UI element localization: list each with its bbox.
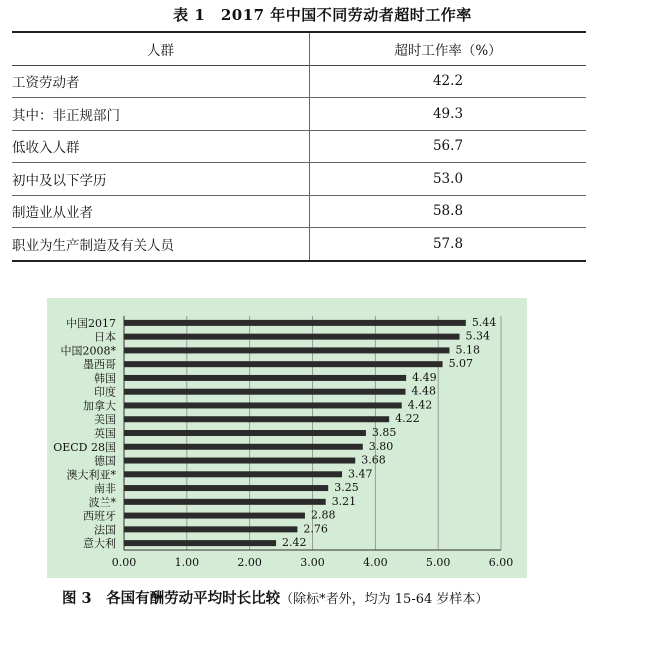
- row-value: 49.3: [432, 105, 464, 122]
- data-label: 2.76: [303, 522, 328, 536]
- bar: [124, 513, 305, 519]
- row-label: 职业为生产制造及有关人员: [12, 228, 310, 261]
- x-tick-label: 4.00: [363, 556, 388, 569]
- table-row: [12, 130, 586, 163]
- data-label: 3.21: [331, 494, 357, 508]
- x-tick-label: 3.00: [300, 556, 325, 569]
- bar: [124, 334, 460, 340]
- data-label: 2.42: [282, 536, 307, 550]
- bar: [124, 416, 389, 422]
- bar: [124, 540, 276, 546]
- category-label: 印度: [94, 385, 116, 399]
- category-label: 意大利: [83, 537, 116, 551]
- bar: [124, 458, 355, 464]
- bar: [124, 347, 449, 353]
- row-value: 42.2: [432, 73, 464, 90]
- category-label: 南非: [94, 482, 116, 496]
- figure-title: 图 3 各国有酬劳动平均时长比较: [62, 590, 281, 607]
- data-label: 4.49: [412, 370, 437, 384]
- data-label: 3.80: [368, 439, 394, 453]
- category-label: 日本: [94, 330, 116, 344]
- bar: [124, 526, 297, 532]
- x-tick-label: 6.00: [488, 556, 514, 569]
- row-label: 低收入人群: [12, 130, 310, 163]
- bar: [124, 389, 405, 395]
- category-label: 韩国: [94, 371, 116, 385]
- bar-chart-svg: [47, 298, 527, 578]
- data-label: 3.47: [348, 467, 373, 481]
- data-label: 2.88: [310, 508, 336, 522]
- bar: [124, 499, 326, 505]
- category-label: 澳大利亚*: [66, 468, 116, 482]
- bar: [124, 320, 466, 326]
- table-row: [12, 228, 586, 261]
- data-label: 5.44: [471, 315, 497, 329]
- data-label: 5.18: [455, 343, 480, 357]
- table-title: 表 1 2017 年中国不同劳动者超时工作率: [173, 6, 472, 24]
- bar: [124, 402, 402, 408]
- header-group: 人群: [12, 32, 310, 65]
- data-label: 3.85: [371, 426, 397, 439]
- data-label: 4.22: [395, 412, 420, 426]
- bar-chart: [47, 298, 527, 578]
- category-label: 西班牙: [83, 509, 116, 523]
- table-row: [12, 98, 586, 131]
- row-value: 53.0: [432, 170, 464, 187]
- category-label: 美国: [94, 413, 116, 427]
- table-row: [12, 163, 586, 196]
- data-label: 3.25: [334, 481, 359, 495]
- figure-caption: [62, 587, 488, 608]
- category-label: OECD 28国: [53, 440, 116, 454]
- figure-note: （除标*者外，均为 15-64 岁样本）: [280, 592, 489, 607]
- category-label: 法国: [94, 523, 116, 537]
- x-tick-label: 2.00: [237, 556, 262, 569]
- x-tick-label: 0.00: [111, 556, 137, 569]
- overtime-table: [12, 31, 586, 262]
- row-value: 57.8: [432, 235, 464, 252]
- x-tick-label: 1.00: [174, 556, 200, 569]
- category-label: 波兰*: [88, 495, 116, 509]
- bar: [124, 361, 443, 367]
- category-label: 中国2017: [66, 316, 116, 330]
- category-label: 德国: [94, 454, 116, 468]
- row-label: 制造业从业者: [12, 195, 310, 228]
- bar: [124, 485, 328, 491]
- x-tick-label: 5.00: [425, 556, 451, 569]
- data-label: 5.07: [448, 357, 474, 371]
- bar: [124, 444, 363, 450]
- row-label: 工资劳动者: [12, 65, 310, 98]
- category-label: 英国: [94, 427, 116, 440]
- row-value: 56.7: [432, 138, 464, 155]
- category-label: 加拿大: [83, 399, 116, 413]
- table-row: [12, 195, 586, 228]
- table-header-row: [12, 32, 586, 65]
- row-label: 其中：非正规部门: [12, 98, 310, 131]
- data-label: 4.48: [411, 384, 436, 398]
- bar: [124, 430, 366, 436]
- data-label: 5.34: [465, 329, 491, 343]
- data-label: 4.42: [407, 398, 433, 412]
- row-label: 初中及以下学历: [12, 163, 310, 196]
- category-label: 中国2008*: [60, 344, 116, 358]
- bar: [124, 375, 406, 381]
- header-rate: 超时工作率（%）: [394, 42, 502, 59]
- category-label: 墨西哥: [83, 358, 116, 372]
- bar: [124, 471, 342, 477]
- data-label: 3.68: [361, 453, 386, 467]
- table-row: [12, 65, 586, 98]
- row-value: 58.8: [432, 203, 464, 220]
